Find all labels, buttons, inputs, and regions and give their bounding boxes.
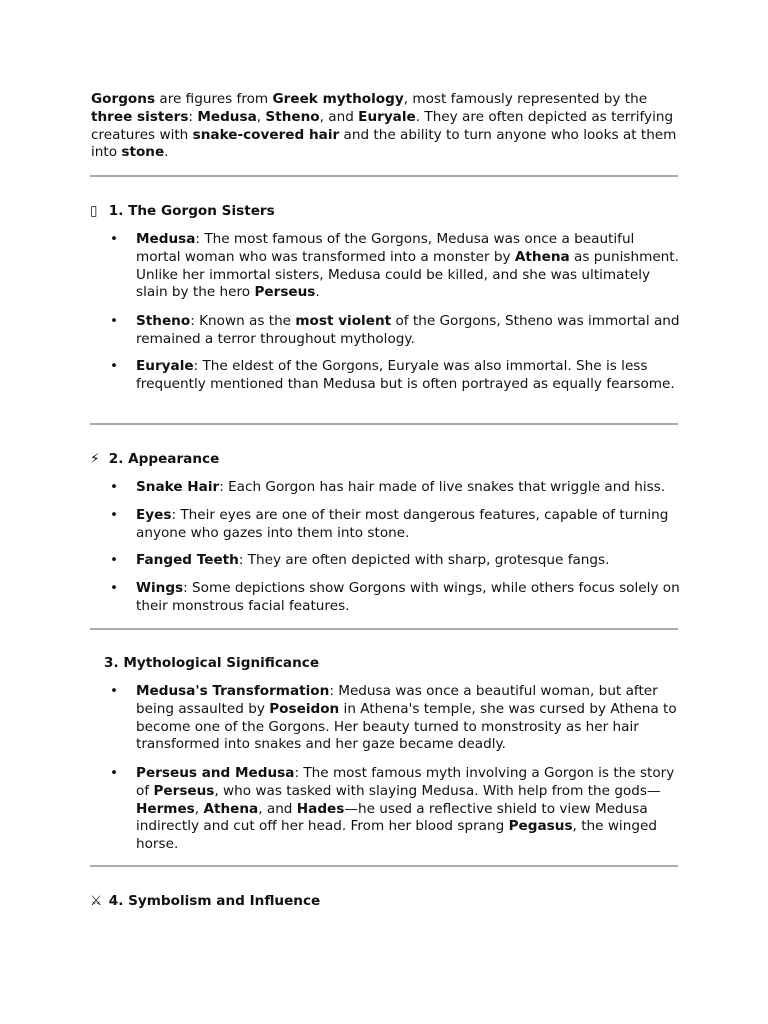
intro-text: . xyxy=(164,144,169,161)
bullet: • xyxy=(110,765,119,781)
section-title: 3. Mythological Significance xyxy=(104,655,320,671)
list-item xyxy=(110,313,680,349)
bullet: • xyxy=(110,507,119,523)
bullet: • xyxy=(110,313,119,329)
list-item-text xyxy=(136,552,680,570)
item-text: : Their eyes are one of their most dangerous features, capable of turning anyone who gazes into them into stone. xyxy=(136,507,669,541)
section-heading-mythological-significance xyxy=(90,654,319,672)
intro-text: and the ability to turn anyone who looks at them into xyxy=(91,126,677,161)
item-text: . xyxy=(315,284,320,301)
intro-bold-gorgons: Gorgons xyxy=(91,91,156,107)
item-text: : Known as the xyxy=(190,313,296,329)
item-text: : Some depictions show Gorgons with wings, while others focus solely on their monstrous facial features. xyxy=(136,580,680,614)
list-item xyxy=(110,683,680,754)
item-text: , xyxy=(194,800,204,817)
item-text: : The most famous of the Gorgons, Medusa was once a beautiful mortal woman who was transformed into a monster by xyxy=(136,231,635,265)
item-bold: Poseidon xyxy=(269,700,340,717)
item-bold: Perseus xyxy=(254,284,316,301)
intro-text: . They are often depicted as terrifying creatures with xyxy=(91,108,674,143)
item-label: Eyes xyxy=(136,507,172,523)
intro-bold-medusa: Medusa xyxy=(197,108,257,125)
section-title: 1. The Gorgon Sisters xyxy=(108,203,275,219)
section-heading-symbolism-and-influence xyxy=(90,892,320,910)
item-label: Stheno xyxy=(136,313,191,329)
list-item-text xyxy=(136,683,680,754)
list-item-text xyxy=(136,479,680,497)
bullet: • xyxy=(110,580,119,596)
item-text: : Medusa was once a beautiful woman, but after being assaulted by xyxy=(136,683,658,717)
intro-bold-snake-covered-hair: snake-covered hair xyxy=(192,126,340,143)
list-item xyxy=(110,479,680,497)
list-item xyxy=(110,231,680,302)
list-item xyxy=(110,765,680,854)
list-item xyxy=(110,580,680,616)
item-text: —he used a reflective shield to view Medusa indirectly and cut off her head. From her blood sprang xyxy=(136,800,648,835)
item-label: Snake Hair xyxy=(136,479,220,495)
list-item-text xyxy=(136,580,680,616)
item-label: Euryale xyxy=(136,358,194,374)
item-text: of the Gorgons, Stheno was immortal and remained a terror throughout mythology. xyxy=(136,313,680,347)
intro-bold-stone: stone xyxy=(121,144,165,161)
list-item-text xyxy=(136,231,680,302)
item-text: , and xyxy=(258,800,297,817)
item-text: : The most famous myth involving a Gorgon is the story of xyxy=(136,765,675,799)
list-item xyxy=(110,358,680,394)
intro-text: are figures from xyxy=(155,91,273,107)
section-divider xyxy=(90,628,678,630)
item-label: Perseus and Medusa xyxy=(136,765,295,781)
intro-bold-three-sisters: three sisters xyxy=(91,108,189,125)
bullet: • xyxy=(110,358,119,374)
intro-bold-euryale: Euryale xyxy=(358,108,416,125)
item-text: : The eldest of the Gorgons, Euryale was also immortal. She is less frequently mentioned than Medusa but is often portrayed as equally fearsome. xyxy=(136,358,675,392)
item-bold: most violent xyxy=(295,313,392,329)
list-item-text xyxy=(136,313,680,349)
item-text: as punishment. Unlike her immortal sisters, Medusa could be killed, and she was ultimately slain by the hero xyxy=(136,248,679,301)
intro-text: , xyxy=(256,108,266,125)
intro-text: , and xyxy=(319,108,359,125)
crossed-swords-icon: ⚔ xyxy=(90,893,103,909)
list-item xyxy=(110,552,680,570)
item-label: Medusa's Transformation xyxy=(136,683,330,699)
item-label: Wings xyxy=(136,580,184,596)
item-bold: Perseus xyxy=(153,782,215,799)
intro-paragraph xyxy=(91,91,681,162)
item-label: Fanged Teeth xyxy=(136,552,239,568)
list-item-text xyxy=(136,765,680,854)
section-divider xyxy=(90,423,678,425)
list-item xyxy=(110,507,680,543)
item-bold: Athena xyxy=(203,800,259,817)
item-text: , the winged horse. xyxy=(136,818,657,853)
item-text: : Each Gorgon has hair made of live snakes that wriggle and hiss. xyxy=(219,479,666,495)
intro-text: : xyxy=(188,108,198,125)
item-label: Medusa xyxy=(136,231,196,247)
section-title: 4. Symbolism and Influence xyxy=(108,893,321,909)
section-title: 2. Appearance xyxy=(108,451,220,467)
section-heading-gorgon-sisters xyxy=(90,202,275,220)
item-text: , who was tasked with slaying Medusa. With help from the gods— xyxy=(214,782,661,799)
intro-bold-greek-mythology: Greek mythology xyxy=(272,91,404,107)
item-text: : They are often depicted with sharp, grotesque fangs. xyxy=(238,552,610,568)
item-bold: Hermes xyxy=(136,800,195,817)
bullet: • xyxy=(110,683,119,699)
intro-bold-stheno: Stheno xyxy=(265,108,320,125)
item-bold: Athena xyxy=(514,248,570,265)
bullet: • xyxy=(110,231,119,247)
bullet: • xyxy=(110,552,119,568)
item-bold: Pegasus xyxy=(508,818,573,835)
item-text: in Athena's temple, she was cursed by Athena to become one of the Gorgons. Her beauty turned to monstrosity as her hair transformed into snakes and her gaze became deadly. xyxy=(136,700,677,753)
item-bold: Hades xyxy=(296,800,345,817)
lightning-icon: ⚡ xyxy=(90,451,100,467)
intro-text: , most famously represented by the xyxy=(403,91,648,107)
list-item-text xyxy=(136,358,680,394)
bullet: • xyxy=(110,479,119,495)
section-divider xyxy=(90,865,678,867)
list-item-text xyxy=(136,507,680,543)
section-heading-appearance xyxy=(90,450,219,468)
section-divider xyxy=(90,175,678,177)
missing-glyph-box-icon: ▯ xyxy=(90,203,98,219)
